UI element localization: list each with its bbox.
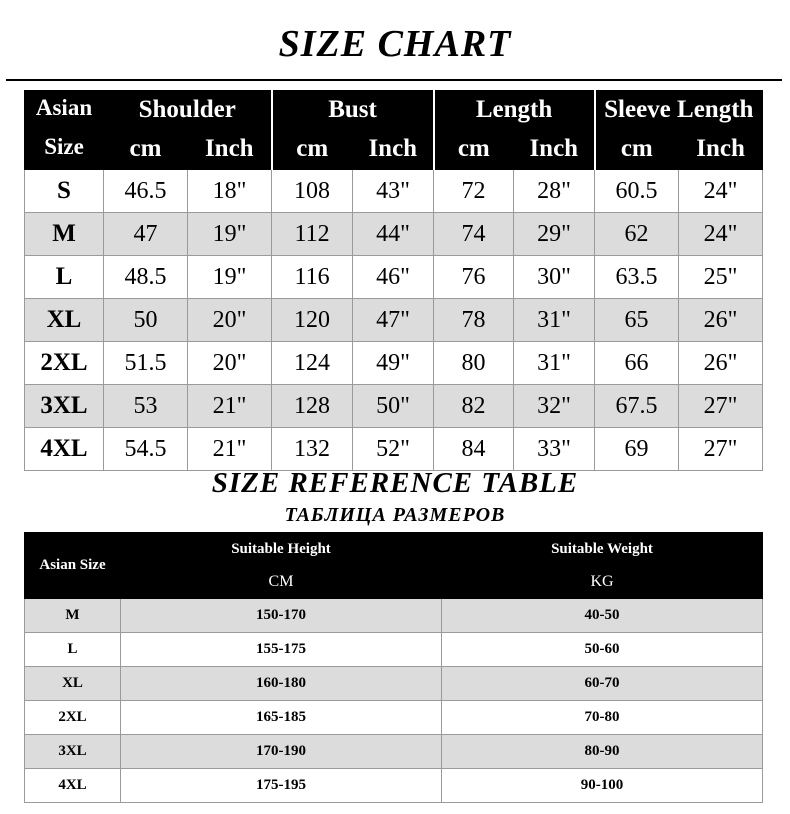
measurement-cell: 21" [188, 385, 272, 428]
size-cell: XL [25, 667, 121, 701]
measurement-cell: 28" [514, 170, 595, 213]
table-row [25, 385, 763, 428]
measurement-cell: 120 [272, 299, 353, 342]
size-cell: 4XL [25, 769, 121, 803]
measurement-cell: 32" [514, 385, 595, 428]
measurement-cell: 27" [679, 385, 763, 428]
measurement-cell: 62 [595, 213, 679, 256]
measurement-cell: 67.5 [595, 385, 679, 428]
size-cell: 3XL [25, 735, 121, 769]
measurement-cell: 76 [434, 256, 514, 299]
measurement-cell: 46" [353, 256, 434, 299]
unit-header: Inch [353, 129, 434, 170]
size-chart-header [25, 91, 763, 170]
size-cell: 4XL [25, 428, 104, 471]
measurement-cell: 65 [595, 299, 679, 342]
height-cell: 150-170 [121, 599, 442, 633]
measurement-cell: 25" [679, 256, 763, 299]
reference-table-header [25, 533, 763, 599]
unit-header: Inch [188, 129, 272, 170]
height-cell: 160-180 [121, 667, 442, 701]
measurement-cell: 69 [595, 428, 679, 471]
measurement-cell: 49" [353, 342, 434, 385]
measurement-cell: 116 [272, 256, 353, 299]
measurement-cell: 66 [595, 342, 679, 385]
title-divider [6, 79, 782, 81]
measurement-cell: 33" [514, 428, 595, 471]
table-row [25, 342, 763, 385]
weight-cell: 40-50 [442, 599, 763, 633]
size-cell: 2XL [25, 342, 104, 385]
bust-header: Bust [272, 91, 434, 130]
size-cell: L [25, 256, 104, 299]
measurement-cell: 52" [353, 428, 434, 471]
measurement-cell: 50 [104, 299, 188, 342]
unit-header: Inch [514, 129, 595, 170]
weight-cell: 80-90 [442, 735, 763, 769]
table-row [25, 735, 763, 769]
reference-table-subtitle: ТАБЛИЦА РАЗМЕРОВ [284, 504, 506, 526]
sleeve-length-header: Sleeve Length [595, 91, 763, 130]
measurement-cell: 128 [272, 385, 353, 428]
asian-size-header-bottom: Size [44, 134, 84, 159]
suitable-height-header: Suitable Height [121, 533, 442, 567]
measurement-cell: 29" [514, 213, 595, 256]
height-unit-header: CM [121, 566, 442, 599]
measurement-cell: 84 [434, 428, 514, 471]
measurement-cell: 26" [679, 342, 763, 385]
measurement-cell: 24" [679, 213, 763, 256]
measurement-cell: 24" [679, 170, 763, 213]
measurement-cell: 31" [514, 342, 595, 385]
measurement-cell: 132 [272, 428, 353, 471]
measurement-cell: 50" [353, 385, 434, 428]
table-row [25, 599, 763, 633]
height-cell: 170-190 [121, 735, 442, 769]
measurement-cell: 47" [353, 299, 434, 342]
measurement-cell: 108 [272, 170, 353, 213]
size-reference-table [24, 532, 763, 803]
measurement-cell: 46.5 [104, 170, 188, 213]
measurement-cell: 124 [272, 342, 353, 385]
size-cell: M [25, 599, 121, 633]
shoulder-header: Shoulder [104, 91, 272, 130]
measurement-cell: 80 [434, 342, 514, 385]
measurement-cell: 20" [188, 342, 272, 385]
size-cell: 3XL [25, 385, 104, 428]
weight-cell: 60-70 [442, 667, 763, 701]
measurement-cell: 78 [434, 299, 514, 342]
table-row [25, 701, 763, 735]
measurement-cell: 53 [104, 385, 188, 428]
unit-header: cm [272, 129, 353, 170]
measurement-cell: 19" [188, 213, 272, 256]
weight-unit-header: KG [442, 566, 763, 599]
measurement-cell: 47 [104, 213, 188, 256]
size-cell: L [25, 633, 121, 667]
measurement-cell: 44" [353, 213, 434, 256]
height-cell: 175-195 [121, 769, 442, 803]
measurement-cell: 72 [434, 170, 514, 213]
measurement-cell: 60.5 [595, 170, 679, 213]
measurement-cell: 54.5 [104, 428, 188, 471]
size-cell: S [25, 170, 104, 213]
table-row [25, 170, 763, 213]
table-row [25, 428, 763, 471]
asian-size-header: Asian Size [25, 533, 121, 599]
unit-header: Inch [679, 129, 763, 170]
size-cell: 2XL [25, 701, 121, 735]
height-cell: 155-175 [121, 633, 442, 667]
measurement-cell: 51.5 [104, 342, 188, 385]
table-row [25, 256, 763, 299]
measurement-cell: 30" [514, 256, 595, 299]
measurement-cell: 20" [188, 299, 272, 342]
page-title: SIZE CHART [278, 23, 512, 65]
weight-cell: 90-100 [442, 769, 763, 803]
table-row [25, 667, 763, 701]
unit-header: cm [104, 129, 188, 170]
reference-table-body [25, 599, 763, 803]
size-cell: M [25, 213, 104, 256]
length-header: Length [434, 91, 595, 130]
measurement-cell: 82 [434, 385, 514, 428]
size-cell: XL [25, 299, 104, 342]
suitable-weight-header: Suitable Weight [442, 533, 763, 567]
measurement-cell: 27" [679, 428, 763, 471]
table-row [25, 213, 763, 256]
size-chart-table [24, 90, 763, 471]
measurement-cell: 48.5 [104, 256, 188, 299]
weight-cell: 70-80 [442, 701, 763, 735]
measurement-cell: 74 [434, 213, 514, 256]
reference-table-title: SIZE REFERENCE TABLE [211, 467, 579, 499]
table-row [25, 633, 763, 667]
asian-size-header [25, 91, 104, 170]
measurement-cell: 43" [353, 170, 434, 213]
measurement-cell: 18" [188, 170, 272, 213]
size-chart-body [25, 170, 763, 471]
height-cell: 165-185 [121, 701, 442, 735]
table-row [25, 299, 763, 342]
asian-size-header-top: Asian [35, 95, 93, 120]
measurement-cell: 26" [679, 299, 763, 342]
measurement-cell: 31" [514, 299, 595, 342]
table-row [25, 769, 763, 803]
measurement-cell: 19" [188, 256, 272, 299]
unit-header: cm [595, 129, 679, 170]
measurement-cell: 63.5 [595, 256, 679, 299]
weight-cell: 50-60 [442, 633, 763, 667]
measurement-cell: 21" [188, 428, 272, 471]
unit-header: cm [434, 129, 514, 170]
measurement-cell: 112 [272, 213, 353, 256]
